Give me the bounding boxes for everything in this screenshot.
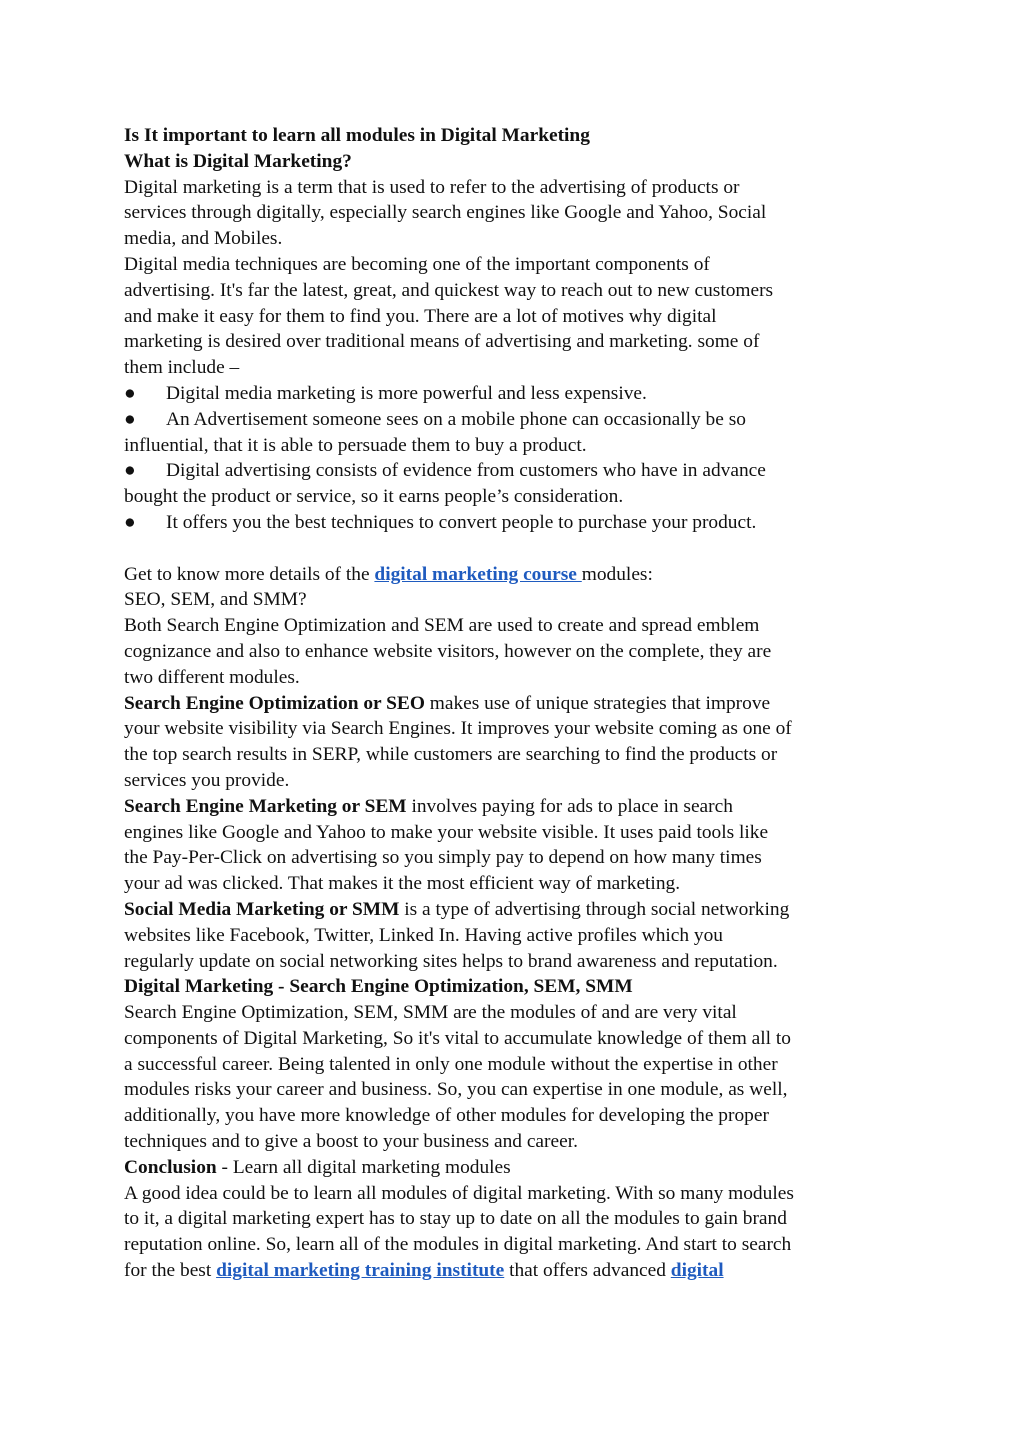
text-line: to it, a digital marketing expert has to stay up to date on all the modules to gain brand bbox=[124, 1208, 787, 1230]
bullet-continuation: bought the product or service, so it earns people’s consideration. bbox=[124, 486, 624, 508]
conclusion-heading bbox=[124, 1155, 914, 1181]
bullet-text: An Advertisement someone sees on a mobile phone can occasionally be so bbox=[166, 408, 746, 430]
text-line bbox=[124, 691, 914, 717]
seo-paragraph bbox=[124, 691, 914, 794]
conclusion-paragraph bbox=[124, 1181, 914, 1284]
list-item bbox=[124, 407, 914, 433]
section-heading-dm-modules: Digital Marketing - Search Engine Optimization, SEM, SMM bbox=[124, 976, 633, 998]
text-line: your website visibility via Search Engines. It improves your website coming as one of bbox=[124, 718, 792, 740]
seo-term: Search Engine Optimization or SEO bbox=[124, 692, 425, 714]
bullet-text: Digital advertising consists of evidence from customers who have in advance bbox=[166, 460, 766, 482]
text-line: additionally, you have more knowledge of other modules for developing the proper bbox=[124, 1105, 769, 1127]
text-line bbox=[124, 897, 914, 923]
smm-text: is a type of advertising through social networking bbox=[399, 898, 790, 920]
section-heading-what-is-dm: What is Digital Marketing? bbox=[124, 150, 352, 172]
text-line: advertising. It's far the latest, great, and quickest way to reach out to new customers bbox=[124, 279, 774, 301]
text-line: Search Engine Optimization, SEM, SMM are the modules of and are very vital bbox=[124, 1002, 737, 1024]
text-line: services you provide. bbox=[124, 769, 290, 791]
bullet-icon: ● bbox=[124, 460, 136, 482]
text-line: and make it easy for them to find you. There are a lot of motives why digital bbox=[124, 305, 717, 327]
final-line-before: for the best bbox=[124, 1260, 217, 1282]
sem-term: Search Engine Marketing or SEM bbox=[124, 795, 407, 817]
text-line: two different modules. bbox=[124, 666, 300, 688]
course-line-before: Get to know more details of the bbox=[124, 563, 375, 585]
text-line bbox=[124, 794, 914, 820]
course-line bbox=[124, 562, 914, 588]
seo-text: makes use of unique strategies that improve bbox=[424, 692, 771, 714]
text-line: your ad was clicked. That makes it the most efficient way of marketing. bbox=[124, 873, 681, 895]
digital-marketing-course-link[interactable]: digital marketing course bbox=[374, 563, 582, 585]
text-line: Digital media techniques are becoming one of the important components of bbox=[124, 253, 710, 275]
final-line-middle: that offers advanced bbox=[504, 1260, 671, 1282]
text-line bbox=[124, 1258, 914, 1284]
list-item bbox=[124, 381, 914, 407]
bullet-continuation: influential, that it is able to persuade them to buy a product. bbox=[124, 434, 587, 456]
text-line: engines like Google and Yahoo to make your website visible. It uses paid tools like bbox=[124, 821, 769, 843]
text-line: a successful career. Being talented in only one module without the expertise in other bbox=[124, 1053, 778, 1075]
text-line: Both Search Engine Optimization and SEM are used to create and spread emblem bbox=[124, 615, 760, 637]
text-line: techniques and to give a boost to your business and career. bbox=[124, 1131, 578, 1153]
bullet-icon: ● bbox=[124, 408, 136, 430]
text-line: the top search results in SERP, while customers are searching to find the products or bbox=[124, 744, 778, 766]
document-title: Is It important to learn all modules in Digital Marketing bbox=[124, 125, 590, 146]
sem-text: involves paying for ads to place in search bbox=[406, 795, 733, 817]
text-line: Digital marketing is a term that is used to refer to the advertising of products or bbox=[124, 176, 740, 198]
text-line: the Pay-Per-Click on advertising so you simply pay to depend on how many times bbox=[124, 847, 762, 869]
intro-paragraph bbox=[124, 175, 914, 381]
text-line: components of Digital Marketing, So it's vital to accumulate knowledge of them all to bbox=[124, 1027, 791, 1049]
text-line: marketing is desired over traditional means of advertising and marketing. some of bbox=[124, 331, 760, 353]
text-line: cognizance and also to enhance website visitors, however on the complete, they are bbox=[124, 640, 772, 662]
course-line-after: modules: bbox=[581, 563, 653, 585]
sem-paragraph bbox=[124, 794, 914, 897]
smm-term: Social Media Marketing or SMM bbox=[124, 898, 400, 920]
text-line: services through digitally, especially search engines like Google and Yahoo, Social bbox=[124, 202, 767, 224]
document-page bbox=[124, 123, 914, 1284]
dm-paragraph bbox=[124, 1000, 914, 1155]
conclusion-subtitle: - Learn all digital marketing modules bbox=[216, 1156, 511, 1178]
text-line: regularly update on social networking sites helps to brand awareness and reputation. bbox=[124, 950, 778, 972]
digital-link[interactable]: digital bbox=[670, 1260, 724, 1282]
paragraph-spacer bbox=[124, 536, 914, 562]
training-institute-link[interactable]: digital marketing training institute bbox=[216, 1260, 505, 1282]
conclusion-term: Conclusion bbox=[124, 1156, 217, 1178]
list-item bbox=[124, 458, 914, 484]
list-item bbox=[124, 510, 914, 536]
text-line: them include – bbox=[124, 357, 240, 379]
text-line: websites like Facebook, Twitter, Linked In. Having active profiles which you bbox=[124, 924, 724, 946]
bullet-list bbox=[124, 381, 914, 536]
bullet-icon: ● bbox=[124, 511, 136, 533]
smm-paragraph bbox=[124, 897, 914, 974]
text-line: media, and Mobiles. bbox=[124, 228, 283, 250]
sub-heading-seo-sem-smm: SEO, SEM, and SMM? bbox=[124, 589, 307, 611]
bullet-icon: ● bbox=[124, 382, 136, 404]
text-line: A good idea could be to learn all modules of digital marketing. With so many modules bbox=[124, 1182, 794, 1204]
text-line: modules risks your career and business. So, you can expertise in one module, as well, bbox=[124, 1079, 788, 1101]
text-line: reputation online. So, learn all of the modules in digital marketing. And start to search bbox=[124, 1234, 792, 1256]
bullet-text: Digital media marketing is more powerful and less expensive. bbox=[166, 382, 647, 404]
bullet-text: It offers you the best techniques to convert people to purchase your product. bbox=[166, 511, 757, 533]
both-paragraph bbox=[124, 613, 914, 690]
